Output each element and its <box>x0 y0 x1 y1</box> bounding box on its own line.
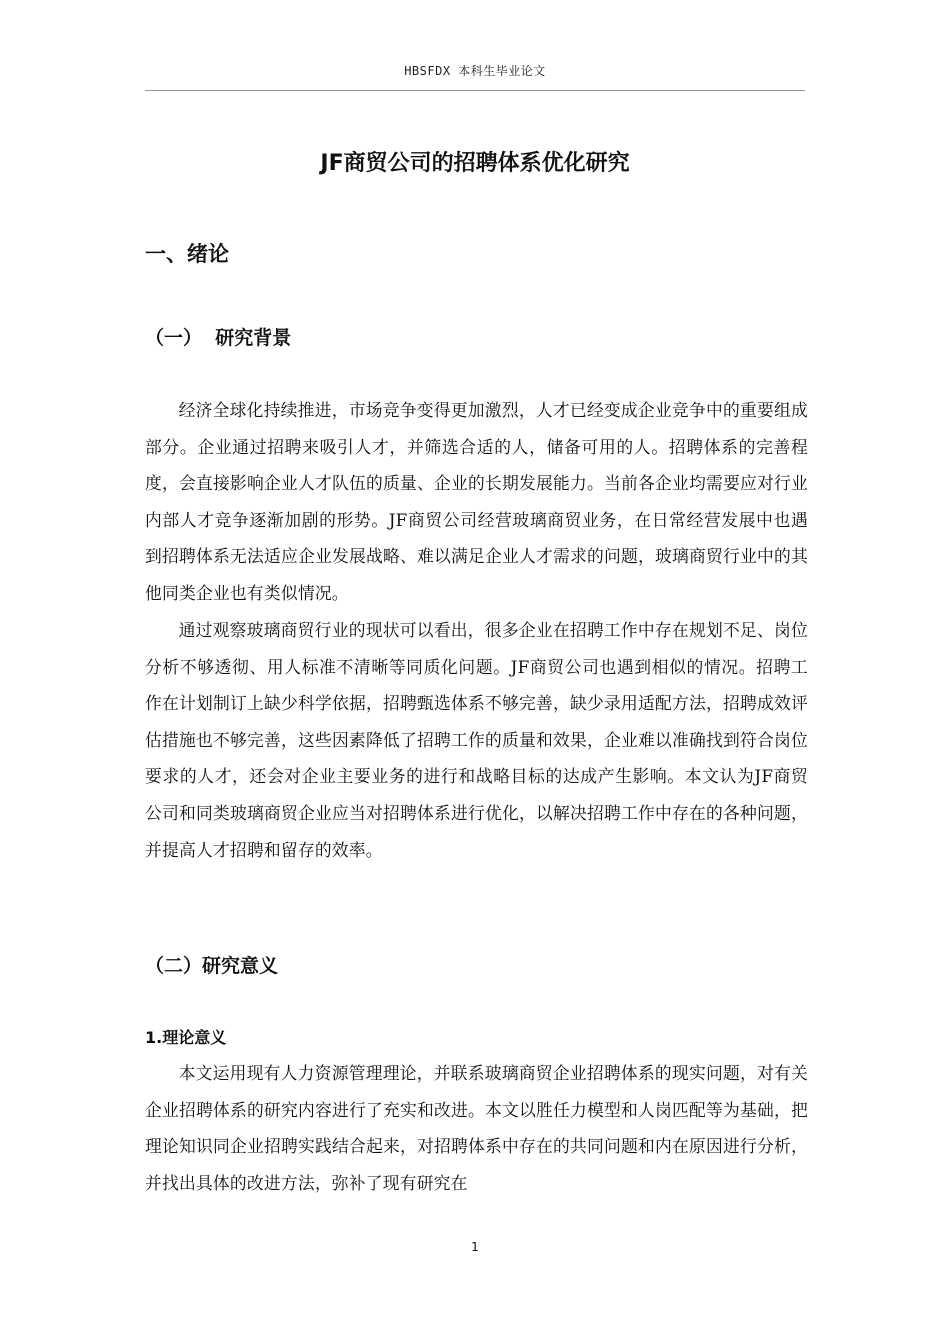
background-paragraph-1: 经济全球化持续推进，市场竞争变得更加激烈，人才已经变成企业竞争中的重要组成部分。企业通过招聘来吸引人才，并筛选合适的人，储备可用的人。招聘体系的完善程度，会直接影响企业人才队伍的质量、企业的长期发展能力。当前各企业均需要应对行业内部人才竞争逐渐加剧的形势。JF商贸公司经营玻璃商贸业务，在日常经营发展中也遇到招聘体系无法适应企业发展战略、难以满足企业人才需求的问题，玻璃商贸行业中的其他同类企业也有类似情况。 <box>145 400 808 603</box>
subsection-heading-theory: 1.理论意义 <box>145 1028 227 1047</box>
paper-title: JF商贸公司的招聘体系优化研究 <box>320 151 630 176</box>
section-heading-significance: （二）研究意义 <box>145 955 279 977</box>
theory-paragraph: 本文运用现有人力资源管理理论，并联系玻璃商贸企业招聘体系的现实问题，对有关企业招聘体系的研究内容进行了充实和改进。本文以胜任力模型和人岗匹配等为基础，把理论知识同企业招聘实践结合起来，对招聘体系中存在的共同问题和内在原因进行分析，并找出具体的改进方法，弥补了现有研究在 <box>145 1063 808 1193</box>
page-number: 1 <box>471 1240 479 1254</box>
header-divider <box>145 90 805 91</box>
background-paragraph-2: 通过观察玻璃商贸行业的现状可以看出，很多企业在招聘工作中存在规划不足、岗位分析不够透彻、用人标准不清晰等同质化问题。JF商贸公司也遇到相似的情况。招聘工作在计划制订上缺少科学依据，招聘甄选体系不够完善，缺少录用适配方法，招聘成效评估措施也不够完善，这些因素降低了招聘工作的质量和效果，企业难以准确找到符合岗位要求的人才，还会对企业主要业务的进行和战略目标的达成产生影响。本文认为JF商贸公司和同类玻璃商贸企业应当对招聘体系进行优化，以解决招聘工作中存在的各种问题，并提高人才招聘和留存的效率。 <box>145 620 808 860</box>
running-header: HBSFDX 本科生毕业论文 <box>404 64 546 78</box>
section-heading-background: （一） 研究背景 <box>145 327 292 349</box>
chapter-heading: 一、绪论 <box>145 242 229 266</box>
